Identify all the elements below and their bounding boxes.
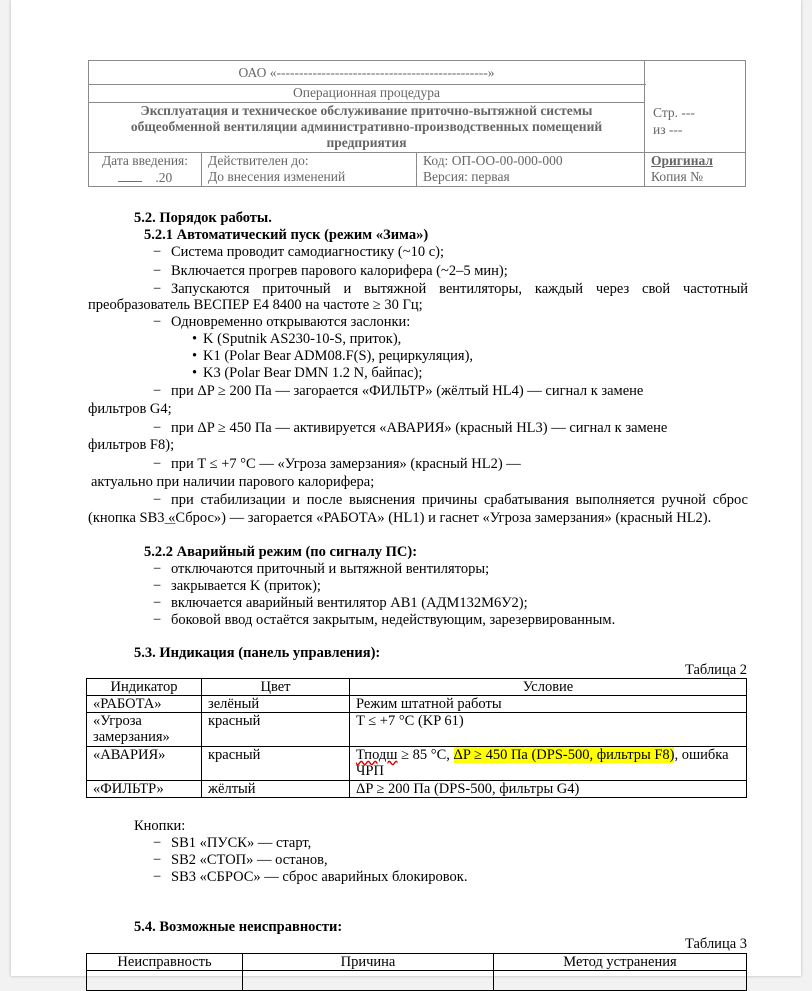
table-cell: жёлтый: [202, 781, 350, 798]
page-number: [653, 104, 695, 138]
list-item-cont: актуально при наличии парового калорифера;: [91, 474, 375, 490]
list-item: − Включается прогрев парового калорифера (~2–5 мин);: [171, 263, 508, 280]
section-5-2-title: 5.2. Порядок работы.: [134, 210, 272, 226]
text-run: , ошибка ЧРП: [356, 747, 729, 779]
list-item: − при стабилизации и после выяснения причины срабатывания выполняется ручной сброс: [171, 492, 748, 509]
date-value: .20: [155, 170, 173, 185]
original-label: Оригинал: [651, 153, 713, 168]
list-item: − при ΔP ≥ 450 Па — активируется «АВАРИЯ» (красный HL3) — сигнал к замене: [171, 420, 667, 437]
bullet-item: • K (Sputnik AS230-10-S, приток),: [203, 331, 401, 348]
doc-version: Версия: первая: [423, 169, 510, 184]
table-cell: «Угроза замерзания»: [87, 713, 202, 747]
col-header: Причина: [243, 954, 494, 971]
list-item: − включается аварийный вентилятор АВ1 (АДМ132М6У2);: [171, 595, 528, 612]
table-cell: Режим штатной работы: [350, 696, 747, 713]
table-row: [87, 747, 747, 781]
list-item: − Одновременно открываются заслонки:: [171, 314, 410, 331]
col-header: Метод устранения: [494, 954, 747, 971]
table-cell: красный: [202, 747, 350, 781]
list-item: − закрывается K (приток);: [171, 578, 321, 595]
list-item-cont: фильтров G4;: [88, 401, 172, 417]
table-row: [87, 696, 747, 713]
list-item-cont: преобразователь ВЕСПЕР E4 8400 на частоте ≥ 30 Гц;: [88, 297, 423, 313]
table-cell: «ФИЛЬТР»: [87, 781, 202, 798]
list-item-cont: [88, 510, 711, 527]
valid-value: До внесения изменений: [208, 169, 346, 184]
col-header: Условие: [350, 679, 747, 696]
list-item: − SB3 «СБРОС» — сброс аварийных блокировок.: [171, 869, 467, 886]
doc-type: Операционная процедура: [89, 85, 645, 103]
list-item: − Запускаются приточный и вытяжной вентиляторы, каждый через свой частотный: [171, 281, 748, 298]
text-run: (кнопка SB3: [88, 510, 165, 526]
section-5-2-2-title: 5.2.2 Аварийный режим (по сигналу ПС):: [144, 544, 418, 560]
document-header-table: [88, 60, 746, 187]
list-item: − SB2 «СТОП» — останов,: [171, 852, 328, 869]
highlighted-text: ΔP ≥ 450 Па (DPS-500, фильтры F8): [453, 747, 675, 763]
text-run: Сброс») — загорается «РАБОТА» (HL1) и гаснет «Угроза замерзания» (красный HL2).: [175, 510, 712, 526]
page-label: Стр. ---: [653, 105, 695, 120]
table-cell: [243, 971, 494, 991]
table-cell: ΔP ≥ 200 Па (DPS-500, фильтры G4): [350, 781, 747, 798]
section-5-3-title: 5.3. Индикация (панель управления):: [134, 645, 381, 661]
list-item: − Система проводит самодиагностику (~10 с);: [171, 244, 444, 261]
code-cell: [417, 153, 645, 187]
org-name: ОАО «-----------------------------------------------»: [89, 61, 645, 85]
table-cell: красный: [202, 713, 350, 747]
list-item: − при T ≤ +7 °C — «Угроза замерзания» (красный HL2) —: [171, 456, 521, 473]
list-item-cont: фильтров F8);: [88, 437, 175, 453]
list-item: − отключаются приточный и вытяжной вентиляторы;: [171, 561, 489, 578]
table-row: [87, 971, 747, 991]
bullet-item: • K3 (Polar Bear DMN 1.2 N, байпас);: [203, 365, 422, 382]
table-cell: [494, 971, 747, 991]
copy-label: Копия №: [651, 169, 703, 184]
document-page: [11, 0, 801, 976]
page-of-label: из ---: [653, 122, 683, 137]
date-label: Дата введения:: [101, 153, 189, 168]
table-caption: Таблица 2: [685, 662, 748, 678]
col-header: Цвет: [202, 679, 350, 696]
table-cell: «РАБОТА»: [87, 696, 202, 713]
list-item: − SB1 «ПУСК» — старт,: [171, 835, 311, 852]
text-run: Тподш: [356, 747, 398, 763]
col-header: Неисправность: [87, 954, 243, 971]
original-cell: [645, 153, 746, 187]
table-cell: зелёный: [202, 696, 350, 713]
text-run: «: [164, 510, 176, 526]
doc-code: Код: ОП-ОО-00-000-000: [423, 153, 563, 168]
doc-title: Эксплуатация и техническое обслуживание приточно-вытяжной системы общеобменной вентиляции административно-производственных помещений предприятия: [89, 103, 645, 153]
table-cell: [350, 747, 747, 781]
bullet-item: • K1 (Polar Bear ADM08.F(S), рециркуляция),: [203, 348, 473, 365]
table-cell: [87, 971, 243, 991]
faults-table: [86, 953, 747, 991]
date-cell: [89, 153, 202, 187]
section-5-4-title: 5.4. Возможные неисправности:: [134, 919, 343, 935]
table-caption: Таблица 3: [685, 936, 748, 952]
buttons-title: Кнопки:: [134, 818, 186, 834]
valid-label: Действителен до:: [208, 153, 309, 168]
valid-cell: [202, 153, 417, 187]
indication-table: [86, 678, 747, 798]
list-item: − боковой ввод остаётся закрытым, недействующим, зарезервированным.: [171, 612, 615, 629]
list-item: − при ΔP ≥ 200 Па — загорается «ФИЛЬТР» (жёлтый HL4) — сигнал к замене: [171, 383, 643, 400]
table-cell: «АВАРИЯ»: [87, 747, 202, 781]
text-run: ≥ 85 °C,: [397, 747, 454, 763]
table-row: [87, 781, 747, 798]
section-5-2-1-title: 5.2.1 Автоматический пуск (режим «Зима»): [144, 227, 429, 243]
table-row: [87, 713, 747, 747]
col-header: Индикатор: [87, 679, 202, 696]
date-blank: [118, 169, 142, 182]
table-cell: T ≤ +7 °C (KP 61): [350, 713, 747, 747]
